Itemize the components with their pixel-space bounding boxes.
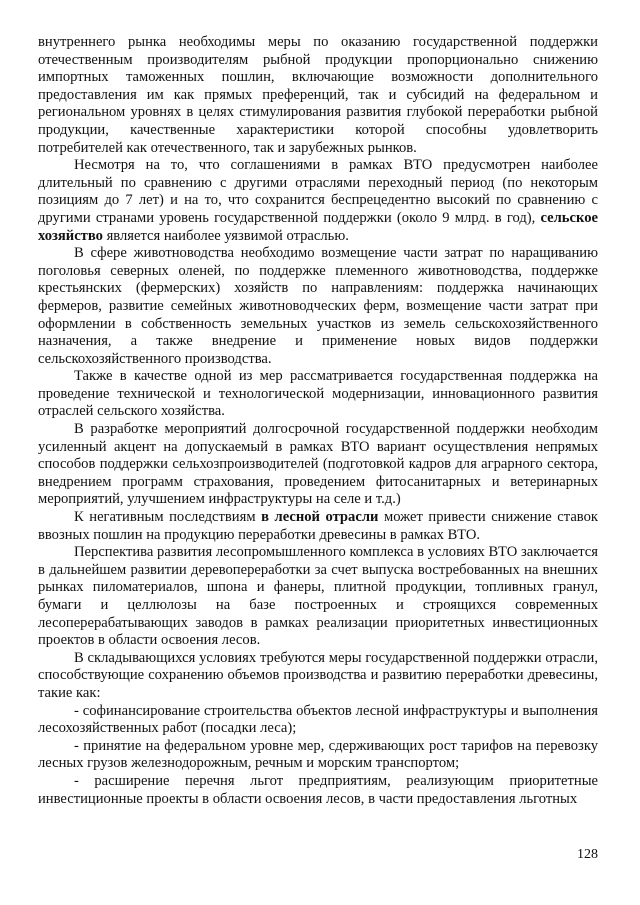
text-run: - принятие на федеральном уровне мер, сдерживающих рост тарифов на перевозку лесных грузов железнодорожным, речным и морским транспортом; [38, 737, 598, 772]
bold-term: сельское хозяйство [38, 209, 598, 244]
text-run: К негативным последствиям [74, 509, 262, 526]
text-run: - софинансирование строительства объектов лесной инфраструктуры и выполнения лесохозяйственных работ (посадки леса); [38, 702, 598, 737]
text-run: внутреннего рынка необходимы меры по оказанию государственной поддержки отечественным производителям рыбной продукции пропорционально снижению импортных таможенных пошлин, включающие возможности дополнительного предоставления им как прямых преференций, так и субсидий на федеральном и региональном уровнях в целях стимулирования развития глубокой переработки рыбной продукции, качественные характеристики которой способны удовлетворить потребителей как отечественного, так и зарубежных рынков. [38, 34, 598, 156]
paragraph [38, 245, 598, 368]
text-run: В разработке мероприятий долгосрочной государственной поддержки необходим усиленный акцент на допускаемый в рамках ВТО вариант осуществления непрямых способов поддержки сельхозпроизводителей (подготовкой кадров для аграрного сектора, внедрением программ страхования, проведением фитосанитарных и ветеринарных мероприятий, улучшением инфраструктуры на селе и т.д.) [38, 421, 598, 508]
text-run: Также в качестве одной из мер рассматривается государственная поддержка на проведение технической и технологической модернизации, инновационного развития отраслей сельского хозяйства. [38, 368, 598, 420]
bold-term: в лесной отрасли [261, 509, 379, 526]
text-run: Несмотря на то, что соглашениями в рамках ВТО предусмотрен наиболее длительный по сравнению с другими отраслями переходный период (по некоторым позициям до 7 лет) и на то, что сохранится беспрецедентно высокий по сравнению с другими странами уровень государственной поддержки (около 9 млрд. в год), [38, 157, 598, 226]
text-run: Перспектива развития лесопромышленного комплекса в условиях ВТО заключается в дальнейшем развитии деревопереработки за счет выпуска востребованных на внешних рынках пиломатериалов, шпона и фанеры, плитной продукции, топливных гранул, бумаги и целлюлозы на базе построенных и строящихся современных лесоперерабатывающих заводов в рамках реализации приоритетных инвестиционных проектов в области освоения лесов. [38, 544, 598, 649]
text-run: В сфере животноводства необходимо возмещение части затрат по наращиванию поголовья северных оленей, по поддержке племенного животноводства, поддержке крестьянских (фермерских) хозяйств по направлениям: поддержка начинающих фермеров, развитие семейных животноводческих ферм, возмещение части затрат при оформлении в собственность земельных участков из земель сельскохозяйственного назначения, а также внедрение и применение новых видов поддержки сельскохозяйственного производства. [38, 245, 598, 367]
page-number: 128 [577, 847, 598, 862]
paragraph [38, 509, 598, 544]
list-item [38, 738, 598, 773]
list-item [38, 773, 598, 808]
text-run: является наиболее уязвимой отраслью. [102, 227, 349, 244]
text-run: - расширение перечня льгот предприятиям, реализующим приоритетные инвестиционные проекты в области освоения лесов, в части предоставления льготных [38, 772, 598, 807]
text-run: В складывающихся условиях требуются меры государственной поддержки отрасли, способствующие сохранению объемов производства и развитию переработки древесины, такие как: [38, 649, 598, 701]
body-text [38, 34, 598, 808]
paragraph [38, 544, 598, 650]
paragraph [38, 34, 598, 157]
paragraph [38, 157, 598, 245]
list-item [38, 703, 598, 738]
paragraph [38, 421, 598, 509]
paragraph [38, 368, 598, 421]
paragraph [38, 650, 598, 703]
text-run: может привести снижение ставок ввозных пошлин на продукцию переработки древесины в рамках ВТО. [38, 509, 598, 543]
